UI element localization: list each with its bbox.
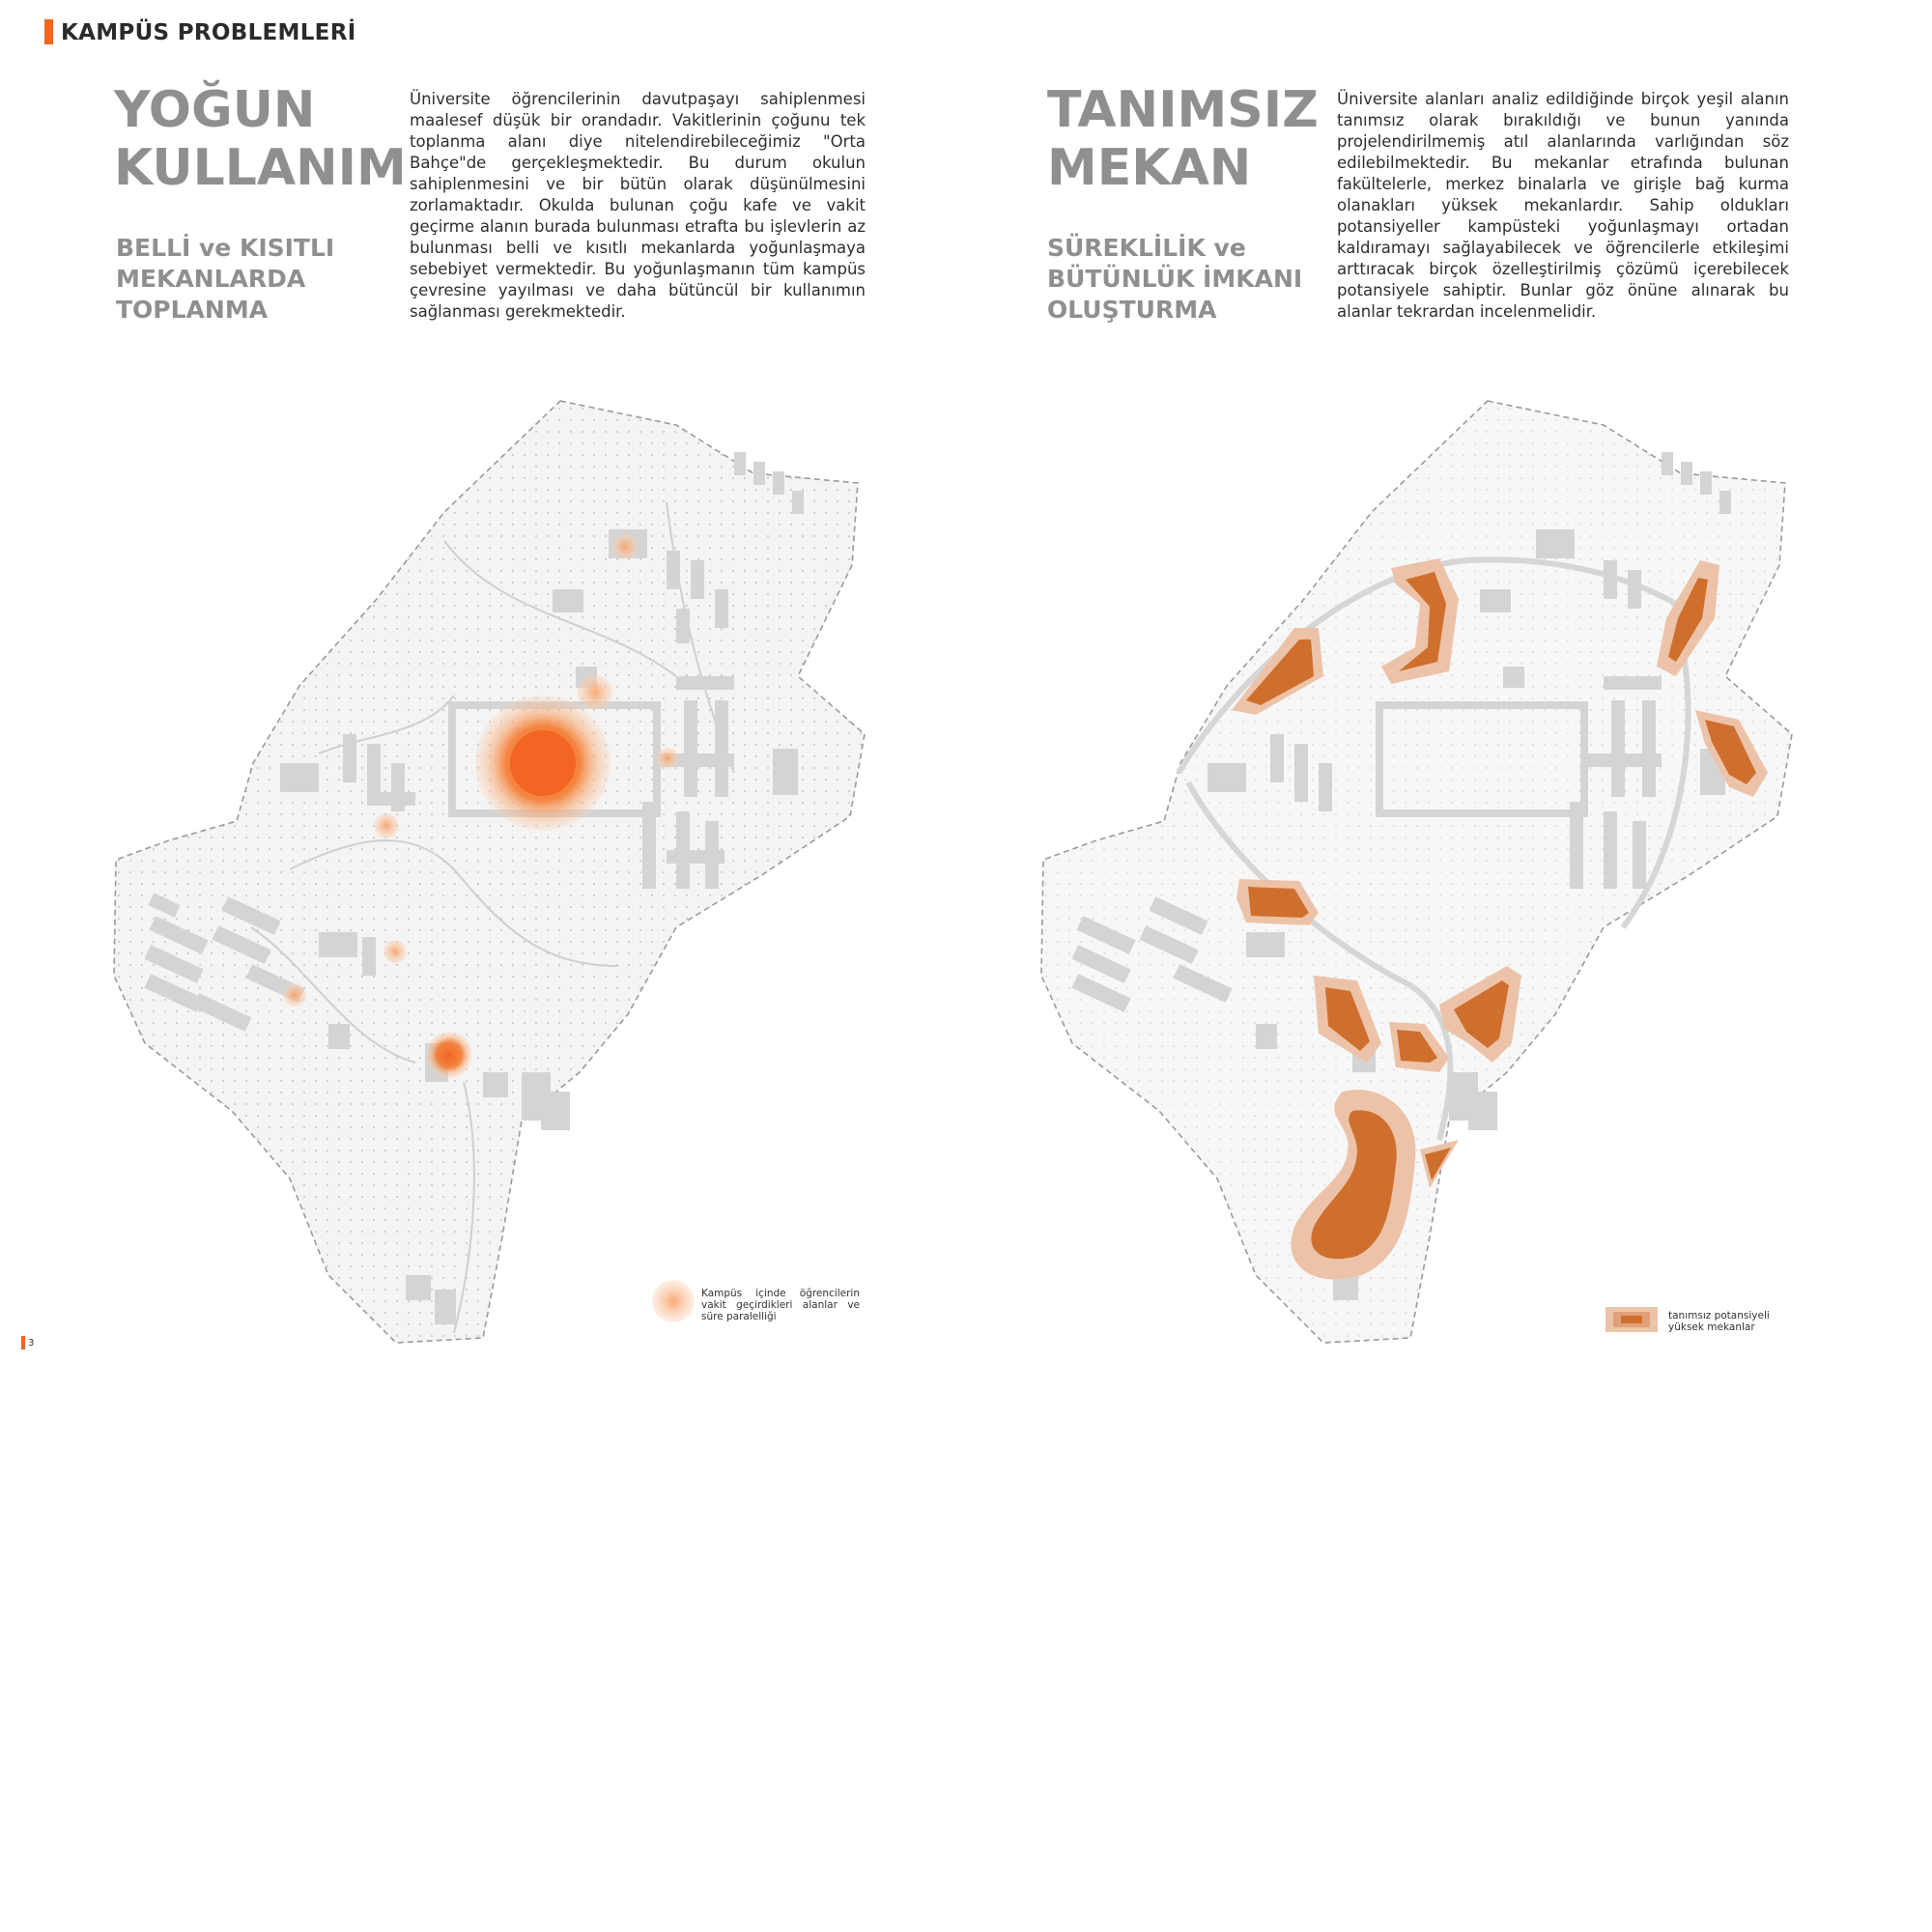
page-marker	[21, 1336, 25, 1350]
right-subtitle-line1: SÜREKLİLİK ve	[1047, 234, 1246, 262]
right-title-line1: TANIMSIZ	[1047, 81, 1319, 139]
left-body-text: Üniversite öğrencilerinin davutpaşayı sahiplenmesi maalesef düşük bir orandadır. Vakitlerinin çoğunu tek toplanma alanı diye nitelendirebileceğimiz "Orta Bahçe"de gerçekleşmektedir. Bu durum okulun sahiplenmesini ve bir bütün olarak düşünülmesini zorlamaktadır. Okulda bulunan çoğu kafe ve vakit geçirme alanın burada bulunması etrafta bu işlevlerin az bulunması belli ve kısıtlı mekanlarda yoğunlaşmaya sebebiyet vermektedir. Bu yoğunlaşmanın tüm kampüs çevresine yayılması ve daha bütüncül bir kullanımın sağlanması gerekmektedir.	[410, 90, 866, 321]
left-subtitle	[116, 233, 334, 326]
section-title: KAMPÜS PROBLEMLERİ	[61, 20, 356, 45]
campus-boundary	[114, 401, 865, 1343]
heat-circle-east	[657, 748, 678, 769]
right-title-line2: MEKAN	[1047, 139, 1252, 197]
right-body-text: Üniversite alanları analiz edildiğinde birçok yeşil alanın tanımsız olarak bırakıldığı ve bunun yanında projelendirilmemiş atıl alanlarında varlığından söz edilebilmektedir. Bu mekanlar etrafında bulunan fakültelerle, merkez binalarla ve girişle bağ kurma olanakları yüksek mekanlardır. Sahip oldukları potansiyeller kampüsteki yoğunlaşmayı ortadan kaldıramayı sağlayabilecek ve öğrencilerle etkileşimi arttıracak birçok özelleştirilmiş çözümü içerebilecek potansiyele sahiptir. Bunlar göz önüne alınarak bu alanlar tekrardan incelenmelidir.	[1337, 90, 1789, 321]
left-title	[114, 81, 407, 197]
left-subtitle-line3: TOPLANMA	[116, 296, 269, 324]
left-subtitle-line1: BELLİ ve KISITLI	[116, 234, 335, 262]
left-title-line2: KULLANIM	[114, 139, 407, 197]
heat-circle-south	[426, 1032, 472, 1078]
page-number: 3	[28, 1338, 35, 1349]
right-subtitle-line3: OLUŞTURMA	[1047, 296, 1217, 324]
left-subtitle-line2: MEKANLARDA	[116, 265, 306, 293]
header-accent-bar	[44, 19, 53, 44]
heat-circle-north	[612, 534, 638, 559]
legend-heat-swatch	[652, 1280, 695, 1322]
campus-boundary-right	[1041, 401, 1792, 1343]
right-subtitle	[1047, 233, 1302, 326]
left-campus-map	[97, 386, 889, 1362]
left-title-line1: YOĞUN	[114, 81, 316, 139]
heat-circle-center-core	[510, 730, 576, 796]
heat-circle-south-west	[384, 940, 407, 963]
heat-circle-far-west	[283, 983, 306, 1007]
right-title	[1047, 81, 1319, 197]
left-legend-label: Kampüs içinde öğrencilerin vakit geçirdikleri alanlar ve süre paralelliği	[701, 1288, 860, 1322]
right-campus-map	[1024, 386, 1797, 1362]
heat-circle-north-east	[578, 675, 612, 710]
heat-circle-west	[374, 813, 399, 838]
legend-zone-swatch	[1605, 1307, 1658, 1332]
right-subtitle-line2: BÜTÜNLÜK İMKANI	[1047, 265, 1303, 293]
right-legend-label: tanımsız potansiyeli yüksek mekanlar	[1668, 1310, 1770, 1333]
